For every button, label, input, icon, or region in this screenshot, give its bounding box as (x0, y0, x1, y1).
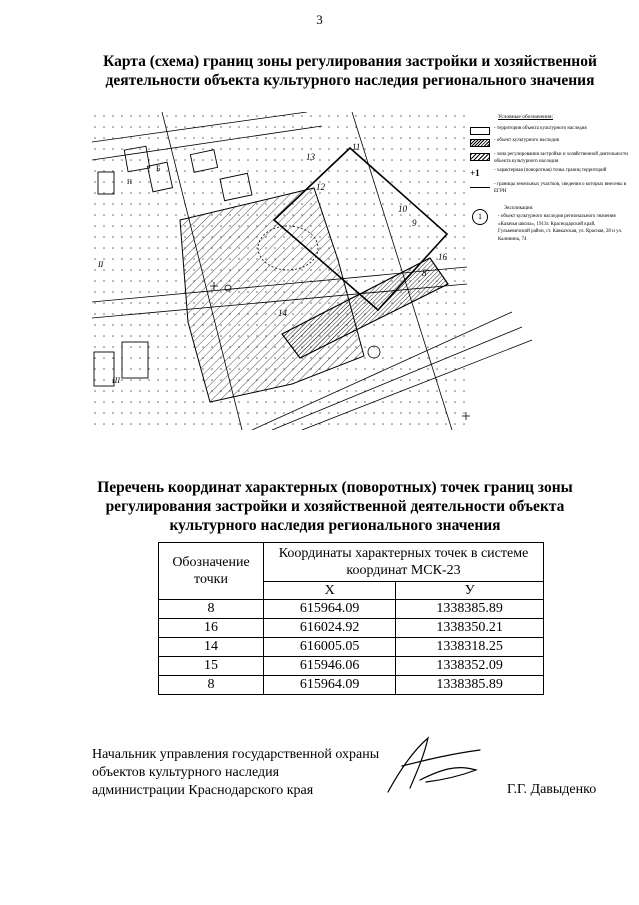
map-label-ii: II (98, 260, 104, 269)
map-point-11: 11 (352, 142, 361, 152)
cell-y: 1338385.89 (396, 676, 544, 695)
cell-x: 615964.09 (264, 676, 396, 695)
cell-x: 615964.09 (264, 600, 396, 619)
table-row (159, 619, 544, 638)
cell-y: 1338350.21 (396, 619, 544, 638)
legend-text: - характерная (поворотная) точка границ территорий (494, 168, 607, 173)
legend-item-territory (468, 126, 628, 138)
legend-line-parcels (470, 187, 490, 188)
map-point-14: 14 (278, 308, 287, 318)
page-number: 3 (316, 12, 323, 27)
signature-block (92, 746, 379, 800)
header-point: Обозначение точки (159, 543, 264, 600)
legend-text: - территория объекта культурного наследия (494, 126, 587, 131)
table-row (159, 657, 544, 676)
map-title (80, 52, 620, 90)
legend-swatch-territory (470, 127, 490, 135)
signer-name: Г.Г. Давыденко (507, 782, 597, 797)
header-x: X (264, 582, 396, 600)
map-point-9: 9 (412, 218, 417, 228)
cell-point: 8 (159, 676, 264, 695)
legend-title: Условные обозначения: (498, 114, 554, 120)
legend-item-point (468, 168, 628, 180)
signature-line1: Начальник управления государственной охраны (92, 747, 380, 762)
cell-point: 15 (159, 657, 264, 676)
cell-y: 1338385.89 (396, 600, 544, 619)
coords-title-line2: регулирования застройки и хозяйственной деятельности объекта (105, 498, 565, 515)
legend-symbol-point: +1 (470, 168, 480, 178)
legend-item-zone (468, 152, 628, 164)
monument-number: 1 (472, 209, 488, 225)
cell-point: 8 (159, 600, 264, 619)
coords-table (158, 542, 544, 695)
legend-text: - объект культурного наследия (494, 138, 559, 143)
cell-point: 16 (159, 619, 264, 638)
table-row (159, 638, 544, 657)
signature-line2: объектов культурного наследия (92, 765, 280, 780)
legend-swatch-zone (470, 153, 490, 161)
monument-text: - объект культурного наследия регионального значения «Казачья школа», 1913г. Краснодарский край, Гулькевичский район, ст. Кавказская, ул. Красная, 28 и ул. Калинина, 74 (498, 214, 623, 242)
signature-line3: администрации Краснодарского края (92, 783, 314, 798)
header-coords: Координаты характерных точек в системе координат МСК-23 (264, 543, 544, 582)
legend-item-parcels (468, 182, 628, 194)
handwritten-signature (380, 730, 490, 800)
coords-title-line1: Перечень координат характерных (поворотных) точек границ зоны (97, 479, 573, 496)
legend-text: - границы земельных участков, сведения о которых внесены в ЕГРН (494, 182, 627, 194)
cell-x: 616024.92 (264, 619, 396, 638)
header-y: У (396, 582, 544, 600)
coords-title (80, 478, 590, 535)
map-title-line2: деятельности объекта культурного наследия регионального значения (105, 72, 595, 89)
map-point-8: 8 (422, 268, 427, 278)
table-row (159, 676, 544, 695)
map-label-n: Н (127, 178, 133, 186)
legend-swatch-monument (470, 139, 490, 147)
map-point-13: 13 (306, 152, 315, 162)
map-point-10: 10 (398, 204, 407, 214)
map-label-iii: III (112, 376, 120, 385)
map-point-12: 12 (316, 182, 325, 192)
cell-y: 1338352.09 (396, 657, 544, 676)
map-label-b: Б (156, 164, 161, 173)
cell-x: 615946.06 (264, 657, 396, 676)
cell-x: 616005.05 (264, 638, 396, 657)
monument-heading: Экспликация: (504, 206, 534, 211)
legend-text: - зона регулирования застройки и хозяйственной деятельности объекта культурного наследия (494, 152, 628, 164)
cell-point: 14 (159, 638, 264, 657)
legend-item-monument (468, 138, 628, 150)
cell-y: 1338318.25 (396, 638, 544, 657)
coords-title-line3: культурного наследия регионального значения (169, 517, 501, 534)
map-point-16: 16 (438, 252, 447, 262)
table-row (159, 600, 544, 619)
map-title-line1: Карта (схема) границ зоны регулирования застройки и хозяйственной (103, 53, 597, 70)
